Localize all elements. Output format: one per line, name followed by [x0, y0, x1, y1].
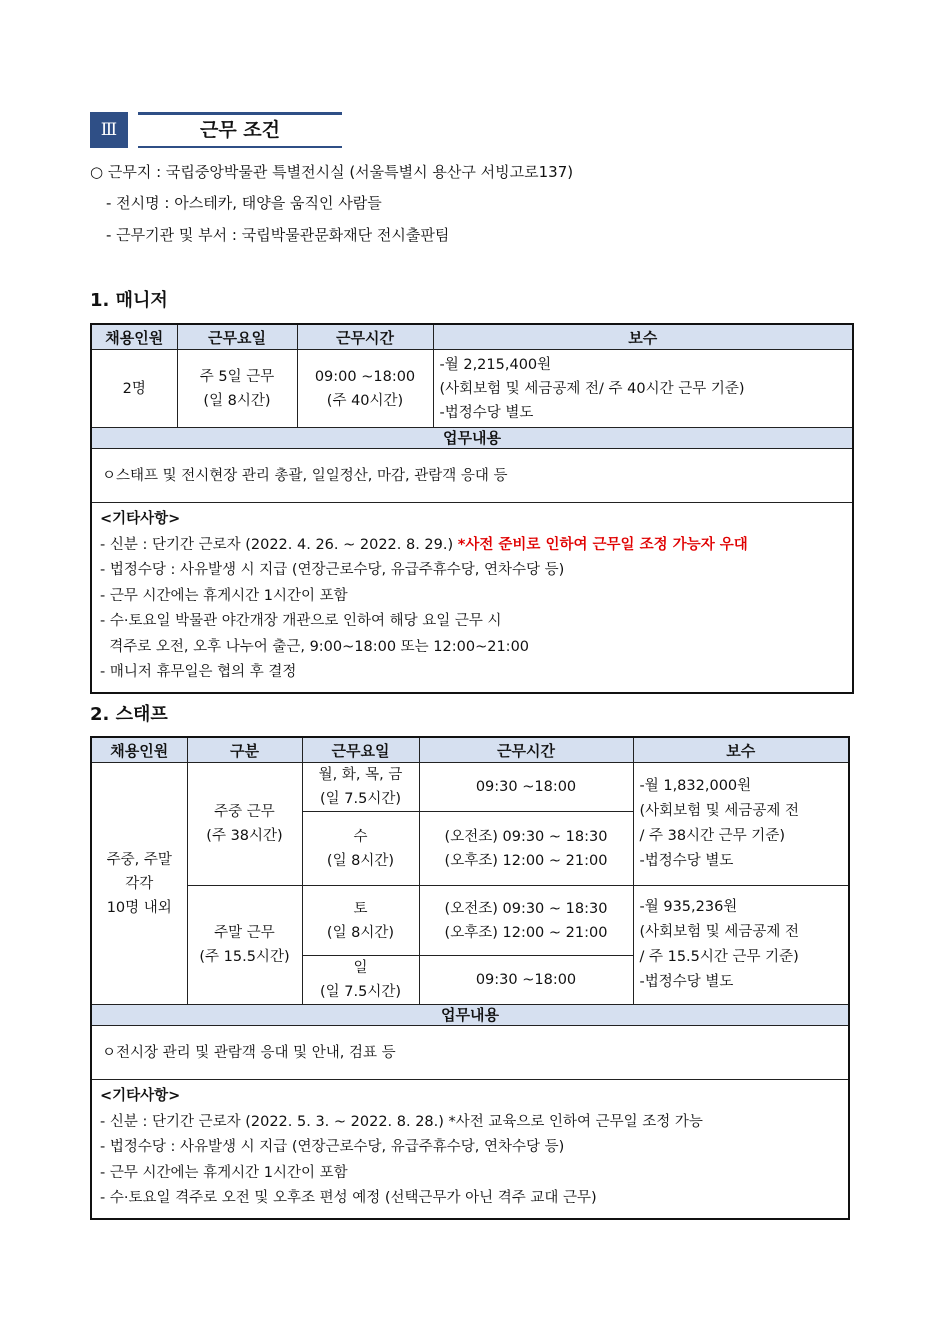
weekend-hours-1: (오전조) 09:30 ~ 18:30 (오후조) 12:00 ~ 21:00 [419, 886, 633, 956]
weekday-type: 주중 근무 (주 38시간) [187, 763, 302, 886]
header-hours: 근무시간 [297, 324, 433, 350]
section-number: Ⅲ [90, 112, 128, 148]
exhibition-line: - 전시명 : 아스테카, 태양을 움직인 사람들 [106, 194, 382, 212]
weekday-hours-1: 09:30 ~18:00 [419, 763, 633, 812]
manager-note-highlight: *사전 준비로 인하여 근무일 조정 가능자 우대 [457, 536, 748, 553]
manager-notes: <기타사항> - 신분 : 단기간 근로자 (2022. 4. 26. ~ 2022. 8. 29.) *사전 준비로 인하여 근무일 조정 가능자 우대 - 법정수당 : 사유발생 시 지급 (연장근로수당, 유급주휴수당, 연차수당 등) - 근무 시간에는 휴게시간 1시간이 포함 - 수·토요일 박물관 야간개장 개관으로 인하여 해당 요일 근무 시 격주로 오전, 오후 나누어 출근, 9:00~18:00 또는 12:00~21:00 - 매니저 휴무일은 협의 후 결정 [91, 503, 853, 693]
org-line: - 근무기관 및 부서 : 국립박물관문화재단 전시출판팀 [106, 226, 450, 244]
staff-duties-header: 업무내용 [91, 1005, 849, 1026]
section-header [90, 112, 342, 148]
manager-duties-header: 업무내용 [91, 428, 853, 449]
weekday-days-1: 월, 화, 목, 금 (일 7.5시간) [302, 763, 419, 812]
weekend-hours-2: 09:30 ~18:00 [419, 956, 633, 1005]
staff-heading: 2. 스태프 [90, 704, 168, 725]
header-type: 구분 [187, 737, 302, 763]
manager-pay: -월 2,215,400원 (사회보험 및 세금공제 전/ 주 40시간 근무 기준) -법정수당 별도 [433, 350, 853, 428]
manager-count: 2명 [91, 350, 177, 428]
manager-duties: ㅇ스태프 및 전시현장 관리 총괄, 일일정산, 마감, 관람객 응대 등 [91, 449, 853, 503]
staff-table [90, 736, 850, 1220]
weekday-days-2: 수 (일 8시간) [302, 812, 419, 886]
header-days: 근무요일 [177, 324, 297, 350]
weekday-hours-2: (오전조) 09:30 ~ 18:30 (오후조) 12:00 ~ 21:00 [419, 812, 633, 886]
staff-duties: ㅇ전시장 관리 및 관람객 응대 및 안내, 검표 등 [91, 1026, 849, 1080]
header-pay: 보수 [433, 324, 853, 350]
weekend-days-1: 토 (일 8시간) [302, 886, 419, 956]
header-count: 채용인원 [91, 737, 187, 763]
section-title: 근무 조건 [138, 112, 342, 148]
weekend-pay: -월 935,236원 (사회보험 및 세금공제 전 / 주 15.5시간 근무 기준) -법정수당 별도 [633, 886, 849, 1005]
manager-days: 주 5일 근무 (일 8시간) [177, 350, 297, 428]
manager-heading: 1. 매니저 [90, 290, 168, 311]
staff-notes: <기타사항> - 신분 : 단기간 근로자 (2022. 5. 3. ~ 2022. 8. 28.) *사전 교육으로 인하여 근무일 조정 가능 - 법정수당 : 사유발생 시 지급 (연장근로수당, 유급주휴수당, 연차수당 등) - 근무 시간에는 휴게시간 1시간이 포함 - 수·토요일 격주로 오전 및 오후조 편성 예정 (선택근무가 아닌 격주 교대 근무) [91, 1080, 849, 1219]
weekend-type: 주말 근무 (주 15.5시간) [187, 886, 302, 1005]
manager-table [90, 323, 854, 694]
workplace-line: ○ 근무지 : 국립중앙박물관 특별전시실 (서울특별시 용산구 서빙고로137) [90, 163, 574, 181]
weekday-pay: -월 1,832,000원 (사회보험 및 세금공제 전 / 주 38시간 근무 기준) -법정수당 별도 [633, 763, 849, 886]
header-count: 채용인원 [91, 324, 177, 350]
header-pay: 보수 [633, 737, 849, 763]
manager-hours: 09:00 ~18:00 (주 40시간) [297, 350, 433, 428]
weekend-days-2: 일 (일 7.5시간) [302, 956, 419, 1005]
header-hours: 근무시간 [419, 737, 633, 763]
header-days: 근무요일 [302, 737, 419, 763]
staff-count: 주중, 주말 각각 10명 내외 [91, 763, 187, 1005]
